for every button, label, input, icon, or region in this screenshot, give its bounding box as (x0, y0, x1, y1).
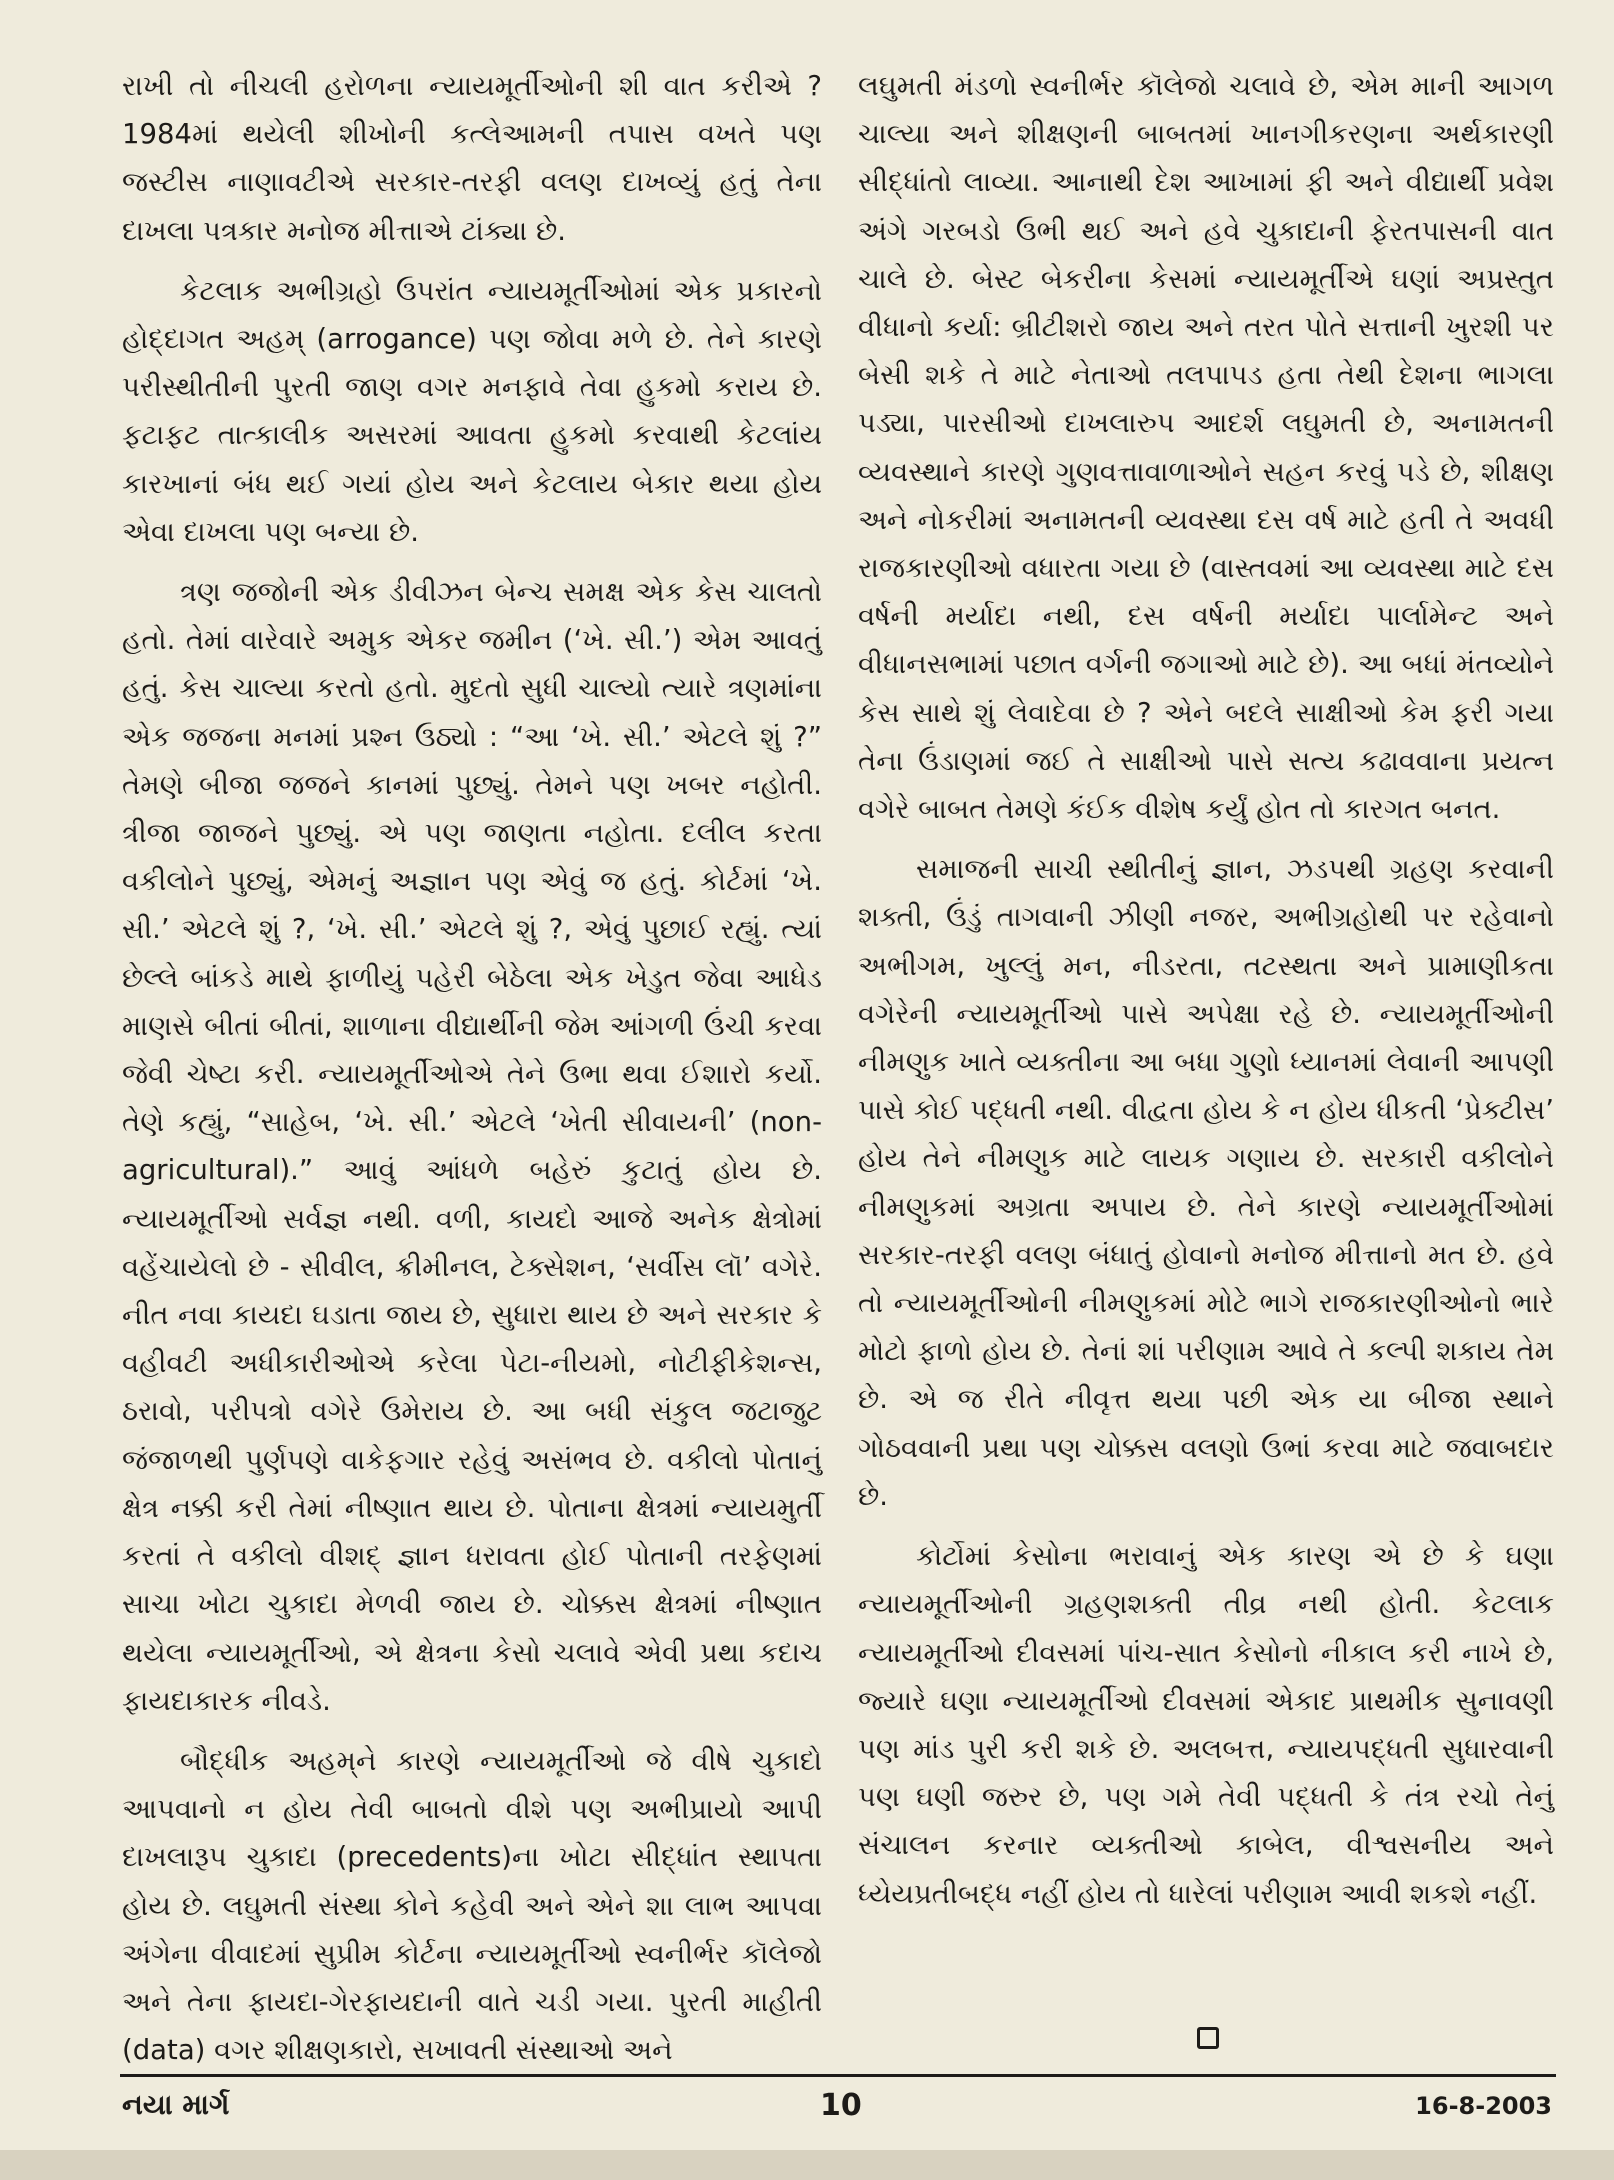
paragraph: લઘુમતી મંડળો સ્વનીર્ભર કૉલેજો ચલાવે છે, એમ માની આગળ ચાલ્યા અને શીક્ષણની બાબતમાં ખાનગીકરણના અર્થકારણી સીદ્ધાંતો લાવ્યા. આનાથી દેશ આખામાં ફી અને વીદ્યાર્થી પ્રવેશ અંગે ગરબડો ઉભી થઈ અને હવે ચુકાદાની ફેરતપાસની વાત ચાલે છે. બેસ્ટ બેકરીના કેસમાં ન્યાયમૂર્તીએ ઘણાં અપ્રસ્તુત વીધાનો કર્યા: બ્રીટીશરો જાય અને તરત પોતે સત્તાની ખુરશી પર બેસી શકે તે માટે નેતાઓ તલપાપડ હતા તેથી દેશના ભાગલા પડ્યા, પારસીઓ દાખલારુપ આદર્શ લઘુમતી છે, અનામતની વ્યવસ્થાને કારણે ગુણવત્તાવાળાઓને સહન કરવું પડે છે, શીક્ષણ અને નોકરીમાં અનામતની વ્યવસ્થા દસ વર્ષ માટે હતી તે અવધી રાજકારણીઓ વધારતા ગયા છે (વાસ્તવમાં આ વ્યવસ્થા માટે દસ વર્ષની મર્યાદા નથી, દસ વર્ષની મર્યાદા પાર્લામેન્ટ અને વીધાનસભામાં પછાત વર્ગની જગાઓ માટે છે). આ બધાં મંતવ્યોને કેસ સાથે શું લેવાદેવા છે ? એને બદલે સાક્ષીઓ કેમ ફરી ગયા તેના ઉંડાણમાં જઈ તે સાક્ષીઓ પાસે સત્ય કઢાવવાના પ્રયત્ન વગેરે બાબત તેમણે કંઈક વીશેષ કર્યું હોત તો કારગત બનત. (858, 70, 1554, 826)
left-text-column (122, 62, 822, 2086)
article-end-icon (1197, 2027, 1219, 2049)
paragraph: રાખી તો નીચલી હરોળના ન્યાયમૂર્તીઓની શી વાત કરીએ ? 1984માં થયેલી શીખોની કત્લેઆમની તપાસ વખતે પણ જસ્ટીસ નાણાવટીએ સરકાર-તરફી વલણ દાખવ્યું હતું તેના દાખલા પત્રકાર મનોજ મીત્તાએ ટાંક્યા છે. (122, 70, 822, 247)
publication-name: નયા માર્ગ (122, 2088, 230, 2121)
right-text-column (858, 62, 1554, 1930)
paragraph: કેટલાક અભીગ્રહો ઉપરાંત ન્યાયમૂર્તીઓમાં એક પ્રકારનો હોદ્દાગત અહમ્ (arrogance) પણ જોવા મળે છે. તેને કારણે પરીસ્થીતીની પુરતી જાણ વગર મનફાવે તેવા હુકમો કરાય છે. ફટાફટ તાત્કાલીક અસરમાં આવતા હુકમો કરવાથી કેટલાંય કારખાનાં બંધ થઈ ગયાં હોય અને કેટલાય બેકાર થયા હોય એવા દાખલા પણ બન્યા છે. (122, 274, 822, 548)
paragraph: કોર્ટોમાં કેસોના ભરાવાનું એક કારણ એ છે કે ઘણા ન્યાયમૂર્તીઓની ગ્રહણશક્તી તીવ્ર નથી હોતી. કેટલાક ન્યાયમૂર્તીઓ દીવસમાં પાંચ-સાત કેસોનો નીકાલ કરી નાખે છે, જ્યારે ઘણા ન્યાયમૂર્તીઓ દીવસમાં એકાદ પ્રાથમીક સુનાવણી પણ માંડ પુરી કરી શકે છે. અલબત્ત, ન્યાયપદ્ધતી સુધારવાની પણ ઘણી જરુર છે, પણ ગમે તેવી પદ્ધતી કે તંત્ર રચો તેનું સંચાલન કરનાર વ્યક્તીઓ કાબેલ, વીશ્વસનીય અને ધ્યેયપ્રતીબદ્ધ નહીં હોય તો ધારેલાં પરીણામ આવી શકશે નહીં. (858, 1540, 1554, 1910)
paragraph: બૌદ્ધીક અહમ્‌ને કારણે ન્યાયમૂર્તીઓ જે વીષે ચુકાદો આપવાનો ન હોય તેવી બાબતો વીશે પણ અભીપ્રાયો આપી દાખલારૂપ ચુકાદા (precedents)ના ખોટા સીદ્ધાંત સ્થાપતા હોય છે. લઘુમતી સંસ્થા કોને કહેવી અને એને શા લાભ આપવા અંગેના વીવાદમાં સુપ્રીમ કોર્ટના ન્યાયમૂર્તીઓ સ્વનીર્ભર કૉલેજો અને તેના ફાયદા-ગેરફાયદાની વાતે ચડી ગયા. પુરતી માહીતી (data) વગર શીક્ષણકારો, સખાવતી સંસ્થાઓ અને (122, 1744, 822, 2067)
footer-divider (120, 2074, 1556, 2077)
issue-date: 16-8-2003 (1415, 2092, 1552, 2120)
paragraph: સમાજની સાચી સ્થીતીનું જ્ઞાન, ઝડપથી ગ્રહણ કરવાની શક્તી, ઉંડું તાગવાની ઝીણી નજર, અભીગ્રહોથી પર રહેવાનો અભીગમ, ખુલ્લું મન, નીડરતા, તટસ્થતા અને પ્રામાણીકતા વગેરેની ન્યાયમૂર્તીઓ પાસે અપેક્ષા રહે છે. ન્યાયમૂર્તીઓની નીમણુક ખાતે વ્યક્તીના આ બધા ગુણો ધ્યાનમાં લેવાની આપણી પાસે કોઈ પદ્ધતી નથી. વીદ્વતા હોય કે ન હોય ધીકતી ‘પ્રેક્ટીસ’ હોય તેને નીમણુક માટે લાયક ગણાય છે. સરકારી વકીલોને નીમણુકમાં અગ્રતા અપાય છે. તેને કારણે ન્યાયમૂર્તીઓમાં સરકાર-તરફી વલણ બંધાતું હોવાનો મનોજ મીત્તાનો મત છે. હવે તો ન્યાયમૂર્તીઓની નીમણુકમાં મોટે ભાગે રાજકારણીઓનો ભારે મોટો ફાળો હોય છે. તેનાં શાં પરીણામ આવે તે કલ્પી શકાય તેમ છે. એ જ રીતે નીવૃત્ત થયા પછી એક યા બીજા સ્થાને ગોઠવવાની પ્રથા પણ ચોક્કસ વલણો ઉભાં કરવા માટે જવાબદાર છે. (858, 853, 1554, 1512)
paragraph: ત્રણ જજોની એક ડીવીઝન બેન્ચ સમક્ષ એક કેસ ચાલતો હતો. તેમાં વારેવારે અમુક એકર જમીન (‘ખે. સી.’) એમ આવતું હતું. કેસ ચાલ્યા કરતો હતો. મુદતો સુધી ચાલ્યો ત્યારે ત્રણમાંના એક જજના મનમાં પ્રશ્ન ઉઠ્યો : “આ ‘ખે. સી.’ એટલે શું ?” તેમણે બીજા જજને કાનમાં પુછ્યું. તેમને પણ ખબર નહોતી. ત્રીજા જાજને પુછ્યું. એ પણ જાણતા નહોતા. દલીલ કરતા વકીલોને પુછ્યું, એમનું અજ્ઞાન પણ એવું જ હતું. કોર્ટમાં ‘ખે. સી.’ એટલે શું ?, ‘ખે. સી.’ એટલે શું ?, એવું પુછાઈ રહ્યું. ત્યાં છેલ્લે બાંકડે માથે ફાળીયું પહેરી બેઠેલા એક ખેડુત જેવા આધેડ માણસે બીતાં બીતાં, શાળાના વીદ્યાર્થીની જેમ આંગળી ઉંચી કરવા જેવી ચેષ્ટા કરી. ન્યાયમૂર્તીઓએ તેને ઉભા થવા ઈશારો કર્યો. તેણે કહ્યું, “સાહેબ, ‘ખે. સી.’ એટલે ‘ખેતી સીવાયની’ (non-agricultural).” આવું આંધળે બહેરું કુટાતું હોય છે. ન્યાયમૂર્તીઓ સર્વજ્ઞ નથી. વળી, કાયદો આજે અનેક ક્ષેત્રોમાં વહેંચાયેલો છે - સીવીલ, ક્રીમીનલ, ટેક્સેશન, ‘સર્વીસ લૉ’ વગેરે. નીત નવા કાયદા ઘડાતા જાય છે, સુધારા થાય છે અને સરકાર કે વહીવટી અધીકારીઓએ કરેલા પેટા-નીયમો, નોટીફીકેશન્સ, ઠરાવો, પરીપત્રો વગેરે ઉમેરાય છે. આ બધી સંકુલ જટાજુટ જંજાળથી પુર્ણપણે વાકેફગાર રહેવું અસંભવ છે. વકીલો પોતાનું ક્ષેત્ર નક્કી કરી તેમાં નીષ્ણાત થાય છે. પોતાના ક્ષેત્રમાં ન્યાયમુર્તી કરતાં તે વકીલો વીશદ્ જ્ઞાન ધરાવતા હોઈ પોતાની તરફેણમાં સાચા ખોટા ચુકાદા મેળવી જાય છે. ચોક્કસ ક્ષેત્રમાં નીષ્ણાત થયેલા ન્યાયમૂર્તીઓ, એ ક્ષેત્રના કેસો ચલાવે એવી પ્રથા કદાચ ફાયદાકારક નીવડે. (122, 576, 822, 1717)
page-number: 10 (820, 2088, 862, 2123)
scan-bottom-edge (0, 2150, 1614, 2180)
